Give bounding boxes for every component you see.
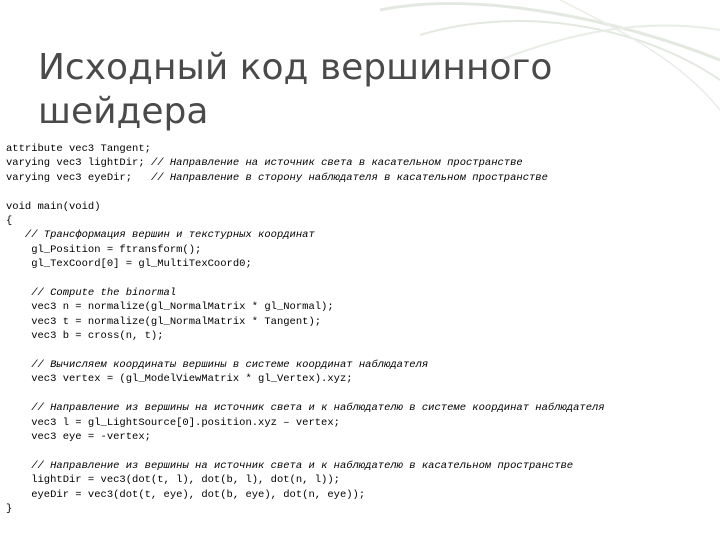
shader-code-block — [6, 142, 605, 516]
code-line — [6, 502, 605, 516]
code-line — [6, 387, 605, 401]
code-comment: // Направление в сторону наблюдателя в касательном пространстве — [150, 171, 548, 184]
code-line — [6, 358, 605, 372]
code-text — [6, 287, 31, 299]
code-comment: // Направление из вершины на источник света и к наблюдателю в касательном пространстве — [31, 459, 574, 472]
code-line — [6, 185, 605, 199]
code-text — [6, 229, 25, 241]
code-line — [6, 401, 605, 415]
code-line — [6, 142, 605, 156]
code-text: vec3 vertex = (gl_ModelViewMatrix * gl_Vertex).xyz; — [6, 373, 353, 386]
code-line — [6, 473, 605, 487]
code-text: varying vec3 lightDir; — [6, 157, 151, 170]
code-line — [6, 286, 605, 300]
code-text — [6, 402, 31, 414]
code-text — [6, 359, 31, 371]
code-text: { — [6, 215, 13, 228]
code-comment: // Трансформация вершин и текстурных координат — [24, 229, 315, 242]
code-text: vec3 t = normalize(gl_NormalMatrix * Tangent); — [6, 315, 322, 328]
code-line — [6, 243, 605, 257]
code-text — [6, 460, 31, 472]
code-line — [6, 200, 605, 214]
code-line — [6, 300, 605, 314]
code-line — [6, 228, 605, 242]
code-text: attribute vec3 Tangent; — [6, 143, 151, 155]
code-line — [6, 329, 605, 343]
slide-title-line: шейдера — [38, 91, 209, 132]
code-text: void main(void) — [6, 200, 101, 213]
code-comment: // Вычисляем координаты вершины в системе координат наблюдателя — [31, 359, 429, 372]
code-line — [6, 372, 605, 386]
code-line — [6, 416, 605, 430]
code-line — [6, 430, 605, 444]
code-text: lightDir = vec3(dot(t, l), dot(b, l), dot(n, l)); — [6, 474, 340, 487]
code-line — [6, 488, 605, 502]
code-line — [6, 156, 605, 170]
code-text: vec3 eye = -vertex; — [6, 431, 151, 444]
code-line — [6, 272, 605, 286]
slide-title-line: Исходный код вершинного — [38, 47, 553, 88]
code-text: vec3 n = normalize(gl_NormalMatrix * gl_Normal); — [6, 301, 334, 314]
code-line — [6, 344, 605, 358]
code-text: gl_Position = ftransform(); — [6, 243, 202, 256]
code-text: gl_TexCoord[0] = gl_MultiTexCoord0; — [6, 258, 252, 271]
code-line — [6, 459, 605, 473]
code-text: varying vec3 eyeDir; — [6, 171, 151, 184]
code-line — [6, 444, 605, 458]
slide-title — [38, 46, 552, 134]
code-comment: // Compute the binormal — [31, 287, 177, 300]
code-text: vec3 l = gl_LightSource[0].position.xyz – vertex; — [6, 416, 340, 429]
code-comment: // Направление из вершины на источник света и к наблюдателю в системе координат наблюдателя — [31, 402, 605, 415]
code-text: } — [6, 503, 13, 516]
code-text: eyeDir = vec3(dot(t, eye), dot(b, eye), dot(n, eye)); — [6, 488, 366, 501]
code-text: vec3 b = cross(n, t); — [6, 330, 164, 343]
code-comment: // Направление на источник света в касательном пространстве — [150, 157, 523, 170]
code-line — [6, 214, 605, 228]
code-line — [6, 315, 605, 329]
code-line — [6, 171, 605, 185]
code-line — [6, 257, 605, 271]
